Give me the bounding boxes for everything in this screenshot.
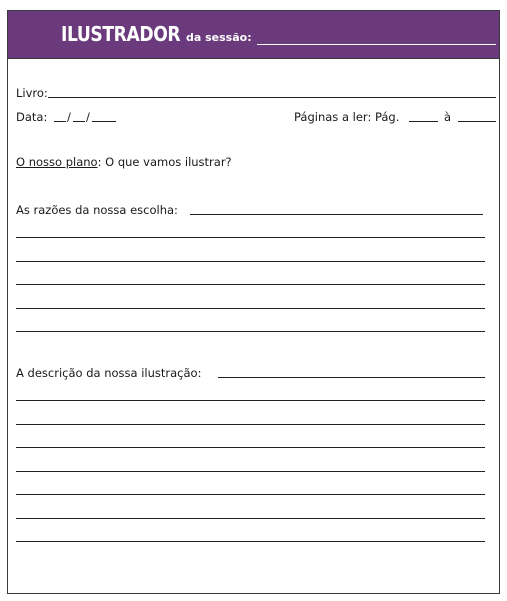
pages-label: Páginas a ler: Pág.	[294, 110, 400, 124]
session-label: da sessão:	[186, 31, 252, 44]
description-line[interactable]	[16, 494, 485, 495]
description-line[interactable]	[16, 541, 485, 542]
description-line[interactable]	[218, 377, 485, 378]
pages-to-label: à	[444, 110, 452, 124]
pages-from-line[interactable]	[409, 121, 438, 122]
book-label: Livro:	[16, 86, 48, 100]
description-line[interactable]	[16, 471, 485, 472]
plan-heading	[16, 155, 232, 169]
reasons-line[interactable]	[16, 308, 485, 309]
pages-to-line[interactable]	[458, 121, 496, 122]
reasons-line[interactable]	[16, 261, 485, 262]
description-line[interactable]	[16, 447, 485, 448]
worksheet	[7, 10, 500, 594]
date-day-line[interactable]	[54, 121, 66, 122]
reasons-line[interactable]	[190, 214, 483, 215]
date-label: Data:	[16, 110, 48, 124]
plan-heading-rest: : O que vamos ilustrar?	[97, 155, 232, 169]
date-separator: /	[67, 110, 71, 124]
description-line[interactable]	[16, 518, 485, 519]
reasons-line[interactable]	[16, 284, 485, 285]
reasons-label: As razões da nossa escolha:	[16, 203, 178, 217]
reasons-line[interactable]	[16, 331, 485, 332]
page-title: ILUSTRADOR	[61, 22, 181, 46]
description-line[interactable]	[16, 424, 485, 425]
date-year-line[interactable]	[92, 121, 116, 122]
book-line[interactable]	[48, 97, 496, 98]
plan-heading-underlined: O nosso plano	[16, 155, 98, 169]
session-name-line[interactable]	[257, 44, 496, 45]
description-line[interactable]	[16, 400, 485, 401]
date-separator: /	[86, 110, 90, 124]
header-bar	[8, 11, 499, 59]
date-month-line[interactable]	[73, 121, 85, 122]
reasons-line[interactable]	[16, 237, 485, 238]
description-label: A descrição da nossa ilustração:	[16, 366, 202, 380]
